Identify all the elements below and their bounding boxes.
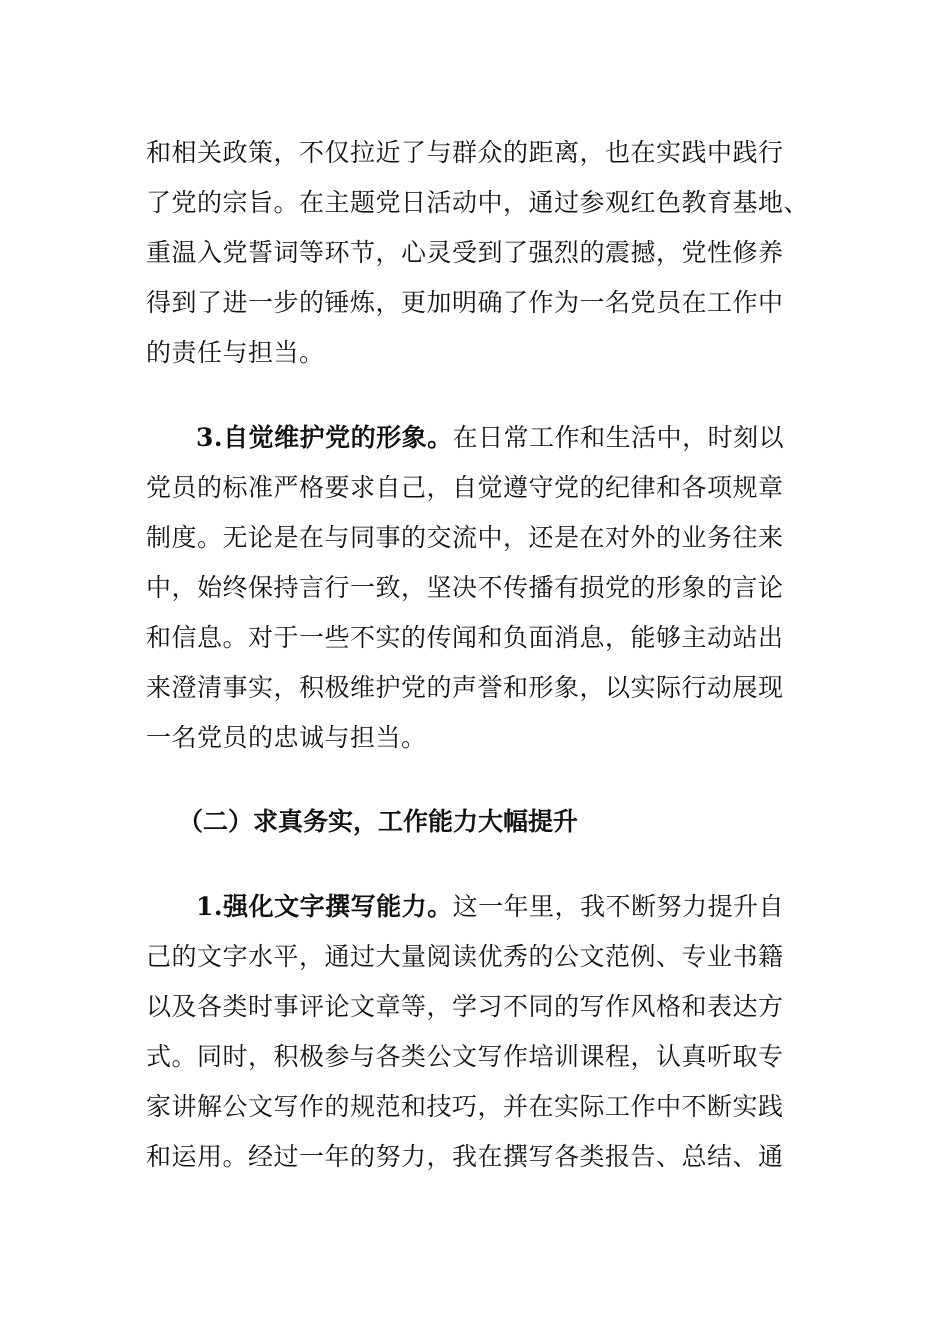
text-line: 了党的宗旨。在主题党日活动中，通过参观红色教育基地、 (146, 188, 810, 217)
text-line: 重温入党誓词等环节，心灵受到了强烈的震撼，党性修养 (146, 238, 784, 267)
text-line: 的责任与担当。 (146, 338, 325, 367)
text-line: 以及各类时事评论文章等，学习不同的写作风格和表达方 (146, 992, 784, 1021)
text-line: 中，始终保持言行一致，坚决不传播有损党的形象的言论 (146, 573, 784, 602)
text-line: 来澄清事实，积极维护党的声誉和形象，以实际行动展现 (146, 673, 784, 702)
paragraph-party-activities (146, 128, 810, 378)
text-line: 得到了进一步的锤炼，更加明确了作为一名党员在工作中 (146, 288, 784, 317)
text-line: 制度。无论是在与同事的交流中，还是在对外的业务往来 (146, 523, 784, 552)
paragraph-lead-title: 3.自觉维护党的形象。 (196, 423, 453, 452)
text-line: 党员的标准严格要求自己，自觉遵守党的纪律和各项规章 (146, 473, 784, 502)
paragraph-maintain-party-image (146, 413, 796, 763)
paragraph-writing-ability (146, 882, 796, 1182)
text-line: 和相关政策，不仅拉近了与群众的距离，也在实践中践行 (146, 138, 784, 167)
text-line: 己的文字水平，通过大量阅读优秀的公文范例、专业书籍 (146, 942, 784, 971)
text-line: 一名党员的忠诚与担当。 (146, 723, 427, 752)
section-heading: （二）求真务实，工作能力大幅提升 (178, 807, 579, 836)
text-line: 和运用。经过一年的努力，我在撰写各类报告、总结、通 (146, 1142, 784, 1171)
text-line (146, 882, 796, 932)
text-run: 在日常工作和生活中，时刻以 (452, 423, 785, 452)
text-run: 这一年里，我不断努力提升自 (452, 892, 785, 921)
text-line: 和信息。对于一些不实的传闻和负面消息，能够主动站出 (146, 623, 784, 652)
paragraph-lead-title: 1.强化文字撰写能力。 (196, 892, 453, 921)
text-line (146, 413, 796, 463)
text-line: 式。同时，积极参与各类公文写作培训课程，认真听取专 (146, 1042, 784, 1071)
text-line: 家讲解公文写作的规范和技巧，并在实际工作中不断实践 (146, 1092, 784, 1121)
